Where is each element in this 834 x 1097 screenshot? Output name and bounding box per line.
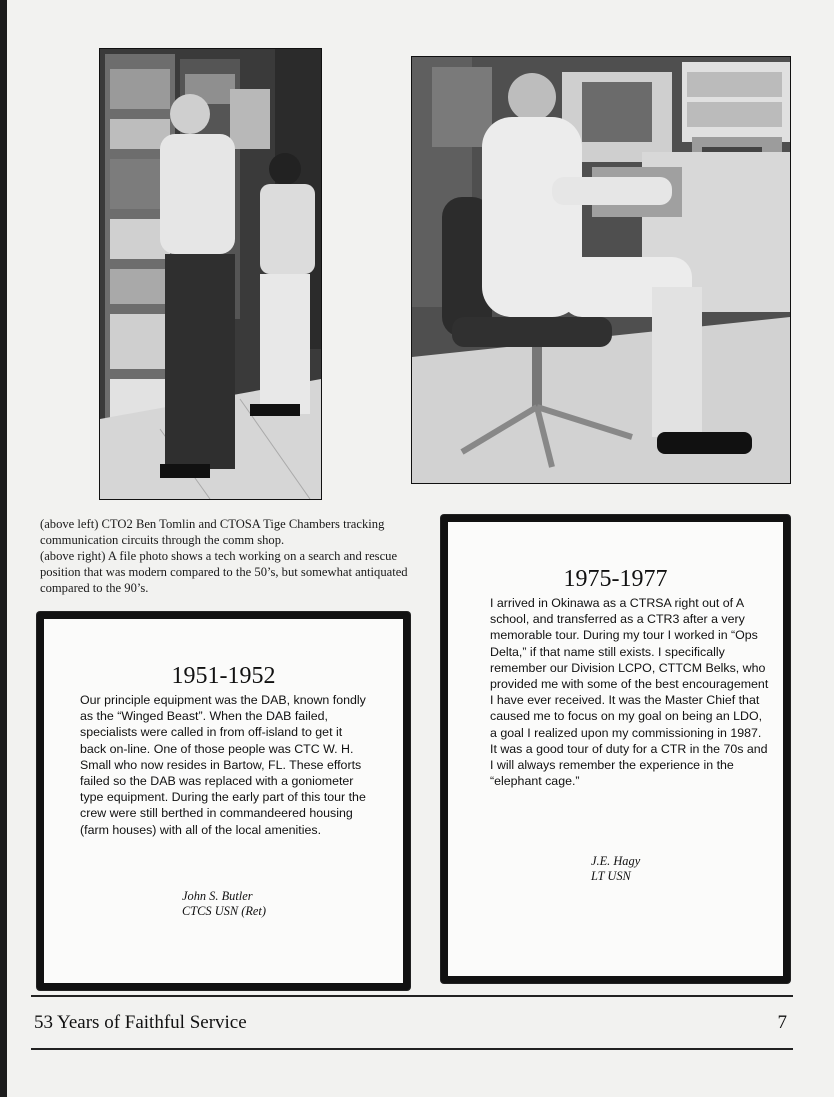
story-box-1975-1977 bbox=[441, 515, 790, 983]
story-body: I arrived in Okinawa as a CTRSA right out of A school, and transferred as a CTR3 after a very memorable tour. During my tour I worked in “Ops Delta,” if that name still exists. I specifically remember our Division LCPO, CTTCM Belks, who provided me with some of the best encouragement I have ever received. It was the Master Chief that caused me to focus on my goal on being an LDO, a goal I realized upon my commissioning in 1987. It was a good tour of duty for a CTR in the 70s and I will always remember the experience in the “elephant cage.” bbox=[490, 596, 769, 789]
story-body: Our principle equipment was the DAB, known fondly as the “Winged Beast”. When the DAB failed, specialists were called in from off-island to get it back on-line. One of those people was CTC W. H. Small who now resides in Bartow, FL. These efforts failed so the DAB was replaced with a goniometer type equipment. During the early part of this tour the crew were still berthed in commandeered housing (farm houses) with all of the local amenities. bbox=[80, 693, 366, 837]
footer-rule-bottom bbox=[31, 1048, 793, 1050]
author-rank: LT USN bbox=[591, 869, 631, 883]
footer-title: 53 Years of Faithful Service bbox=[34, 1012, 247, 1033]
photo-comm-shop bbox=[99, 48, 322, 500]
caption-above-right: (above right) A file photo shows a tech working on a search and rescue position that was modern compared to the 50’s, but somewhat antiquated compared to the 90’s. bbox=[40, 549, 408, 595]
story-title: 1951-1952 bbox=[171, 663, 276, 689]
author-name: J.E. Hagy bbox=[591, 854, 641, 868]
story-title: 1975-1977 bbox=[563, 566, 668, 592]
photo-caption bbox=[40, 516, 410, 596]
footer-rule-top bbox=[31, 995, 793, 997]
caption-above-left: (above left) CTO2 Ben Tomlin and CTOSA Tige Chambers tracking communication circuits through the comm shop. bbox=[40, 517, 385, 547]
page-edge-shadow bbox=[0, 0, 7, 1097]
story-box-1951-1952 bbox=[37, 612, 410, 990]
photo-search-rescue-position bbox=[411, 56, 791, 484]
author-name: John S. Butler bbox=[182, 889, 253, 903]
story-signature bbox=[182, 889, 266, 919]
story-signature bbox=[591, 854, 640, 884]
author-rank: CTCS USN (Ret) bbox=[182, 904, 266, 918]
page-number: 7 bbox=[777, 1012, 787, 1033]
